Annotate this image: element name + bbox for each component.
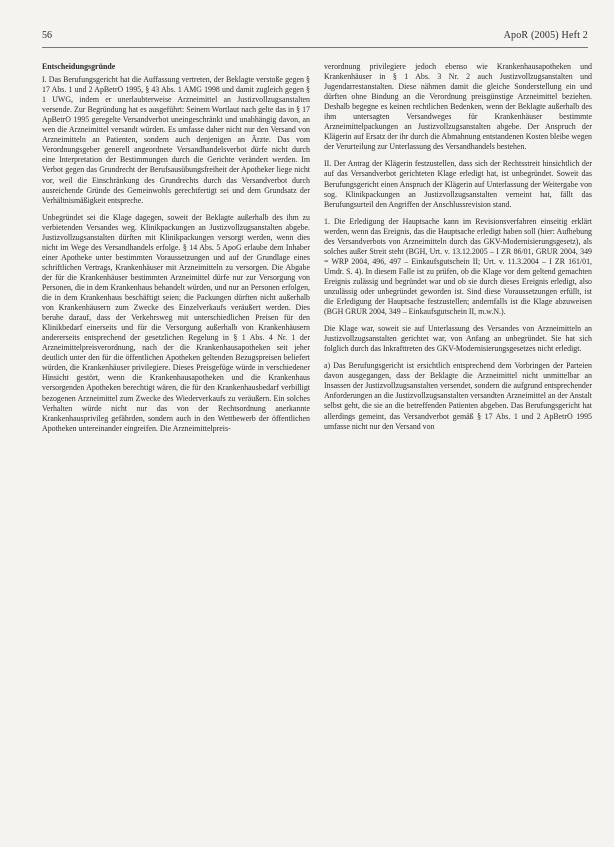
- header-rule: [42, 47, 588, 48]
- paragraph: Die Klage war, soweit sie auf Unterlassung des Versandes von Arzneimitteln an Justizvollzugsanstalten gerichtet war, von Anfang an unbegründet. Sie hat sich folglich durch das Inkrafttreten des GKV-Modernisierungsgesetzes nicht erledigt.: [324, 324, 592, 354]
- paragraph: 1. Die Erledigung der Hauptsache kann im Revisionsverfahren einseitig erklärt werden, wenn das Ereignis, das die Hauptsache erledigt haben soll (hier: Aufhebung des Versandverbots von Arzneimitteln durch das GKV-Modernisierungsgesetz), als solches außer Streit steht (BGH, Urt. v. 13.12.2005 – I ZR 86/01, GRUR 2004, 349 = WRP 2004, 496, 497 – Einkaufsgutschein II; Urt. v. 11.3.2004 – I ZR 161/01, Umdr. S. 4). In diesem Falle ist zu prüfen, ob die Klage vor dem geltend gemachten Ereignis zulässig und begründet war und ob sie durch dieses Ereignis erledigt, also unzulässig oder unbegründet geworden ist. Sind diese Voraussetzungen erfüllt, ist die Erledigung der Hauptsache festzustellen; andernfalls ist die Klage abzuweisen (BGH GRUR 2004, 349 – Einkaufsgutschein II, m.w.N.).: [324, 216, 592, 317]
- paragraph: Unbegründet sei die Klage dagegen, soweit der Beklagte außerhalb des ihm zu verbietenden Versandes weg. Klinikpackungen an Justizvollzugsanstalten abgebe. Justizvollzugsanstalten dürften mit Klinikpackungen versorgt werden, wenn dies nicht im Wege des Versandhandels erfolge. § 14 Abs. 5 ApoG erlaube dem Inhaber einer Apotheke unter bestimmten Voraussetzungen und auf der Grundlage eines schriftlichen Vertrags, Krankenhäuser mit Arzneimitteln zu versorgen. Die Abgabe der für die Krankenhäuser bestimmten Arzneimittel dürfe nur zur Versorgung von Personen, die in dem Krankenhaus behandelt würden, und nur an Personen erfolgen, die in dem Krankenhaus beschäftigt seien; die Packungen dürften nicht außerhalb von Krankenhäusern zum Zwecke des Einzelverkaufs veräußert werden. Dies beruhe darauf, dass der Verkehrsweg mit unterschiedlichen Preisen für den Klinikbedarf einerseits und für die Versorgung außerhalb von Krankenhäusern andererseits entsprechend der gesetzlichen Regelung in § 1 Abs. 4 Nr. 1 der Arzneimittelpreisverordnung, nach der die Krankenhausapotheken seit jeher deutlich unter den für die öffentlichen Apotheken geltenden Bezugspreisen beliefert würden, die Krankenhäuser privilegiere. Dieses Preisgefüge würde in verschiedener Hinsicht gestört, wenn die Krankenhausapotheken und die Krankenhaus versorgenden Apotheken berechtigt wären, die für den Krankenhausbedarf verbilligt bezogenen Arzneimittel zum Zwecke des Wiederverkaufs zu veräußern. Ein solches Verhalten würde nicht nur das von der Rechtsordnung anerkannte Krankenhausprivileg gefährden, sondern auch in den Wettbewerb der öffentlichen Apotheken untereinander eingreifen. Die Arzneimittelpreis-: [42, 212, 310, 433]
- page-number: 56: [42, 30, 52, 41]
- paragraph: a) Das Berufungsgericht ist ersichtlich entsprechend dem Vorbringen der Parteien davon ausgegangen, dass der Beklagte die Arzneimittel nicht unmittelbar an Insassen der Justizvollzugsanstalten versendet, sondern die aufgrund entsprechender Anforderungen an die Justizvollzugsanstalten versandten Arzneimittel an der Anstalt selbst geht, die sie an die betreffenden Patienten abgeben. Das Berufungsgericht hat allerdings gemeint, das Versandverbot gemäß § 17 Abs. 1 und 2 ApBetrO 1995 umfasse nicht nur den Versand von: [324, 361, 592, 431]
- journal-reference: ApoR (2005) Heft 2: [503, 30, 588, 41]
- page-header: [42, 30, 592, 41]
- right-column: [324, 62, 592, 441]
- section-title: Entscheidungsgründe: [42, 62, 116, 71]
- paragraph: II. Der Antrag der Klägerin festzustellen, dass sich der Rechtsstreit hinsichtlich der auf das Versandverbot gerichteten Klage erledigt hat, ist unbegründet. Soweit das Berufungsgericht einen Anspruch der Klägerin auf Unterlassung der Weitergabe von sog. Klinikpackungen an Justizvollzugsanstalten verneint hat, fällt das Berufungsurteil den Angriffen der Anschlussrevision stand.: [324, 159, 592, 209]
- text-columns: [42, 62, 592, 441]
- paragraph: verordnung privilegiere jedoch ebenso wie Krankenhausapotheken und Krankenhäuser in § 1 Abs. 3 Nr. 2 auch Justizvollzugsanstalten und Jugendarrestanstalten. Diese nähmen damit die gleiche Sonderstellung ein und dürften ohne Bindung an die Verordnung preisgünstige Arzneimittel beziehen. Deshalb begegne es keinen rechtlichen Bedenken, wenn der Beklagte außerhalb des ihm untersagten Versandweges für Krankenhäuser bestimmte Arzneimittelpackungen an Justizvollzugsanstalten abgebe. Der Anspruch der Klägerin auf Ersatz der ihr durch die Abmahnung entstandenen Kosten bleibe wegen der Verurteilung zur Unterlassung des Versandhandels bestehen.: [324, 62, 592, 152]
- left-column: [42, 62, 310, 441]
- paragraph: I. Das Berufungsgericht hat die Auffassung vertreten, der Beklagte verstoße gegen § 17 Abs. 1 und 2 ApBetrO 1995, § 43 Abs. 1 AMG 1998 und damit zugleich gegen § 1 UWG, indem er unerlaubterweise Arzneimittel an Justizvollzugsanstalten versende. Zur Begründung hat es ausgeführt: Seinem Wortlaut nach gelte das in § 17 ApBetrO 1995 geregelte Versandverbot uneingeschränkt und unabhängig davon, an wen die Arzneimittel versandt würden. Es umfasse daher nicht nur den Versand von Arzneimitteln an Patienten, sondern auch denjenigen an Ärzte. Das vom Verordnungsgeber generell angeordnete Versandhandelsverbot dürfe nicht durch eine Interpretation der Bestimmungen durch die Gerichte verändert werden. Im Verbot gegen das Grundrecht der Berufsausübungsfreiheit der Apotheker liege nicht vor, weil die Einschränkung des Grundrechts durch das Versandverbot durch ausreichende Gründe des Gemeinwohls gerechtfertigt sei und dem Grundsatz der Verhältnismäßigkeit entspreche.: [42, 75, 310, 205]
